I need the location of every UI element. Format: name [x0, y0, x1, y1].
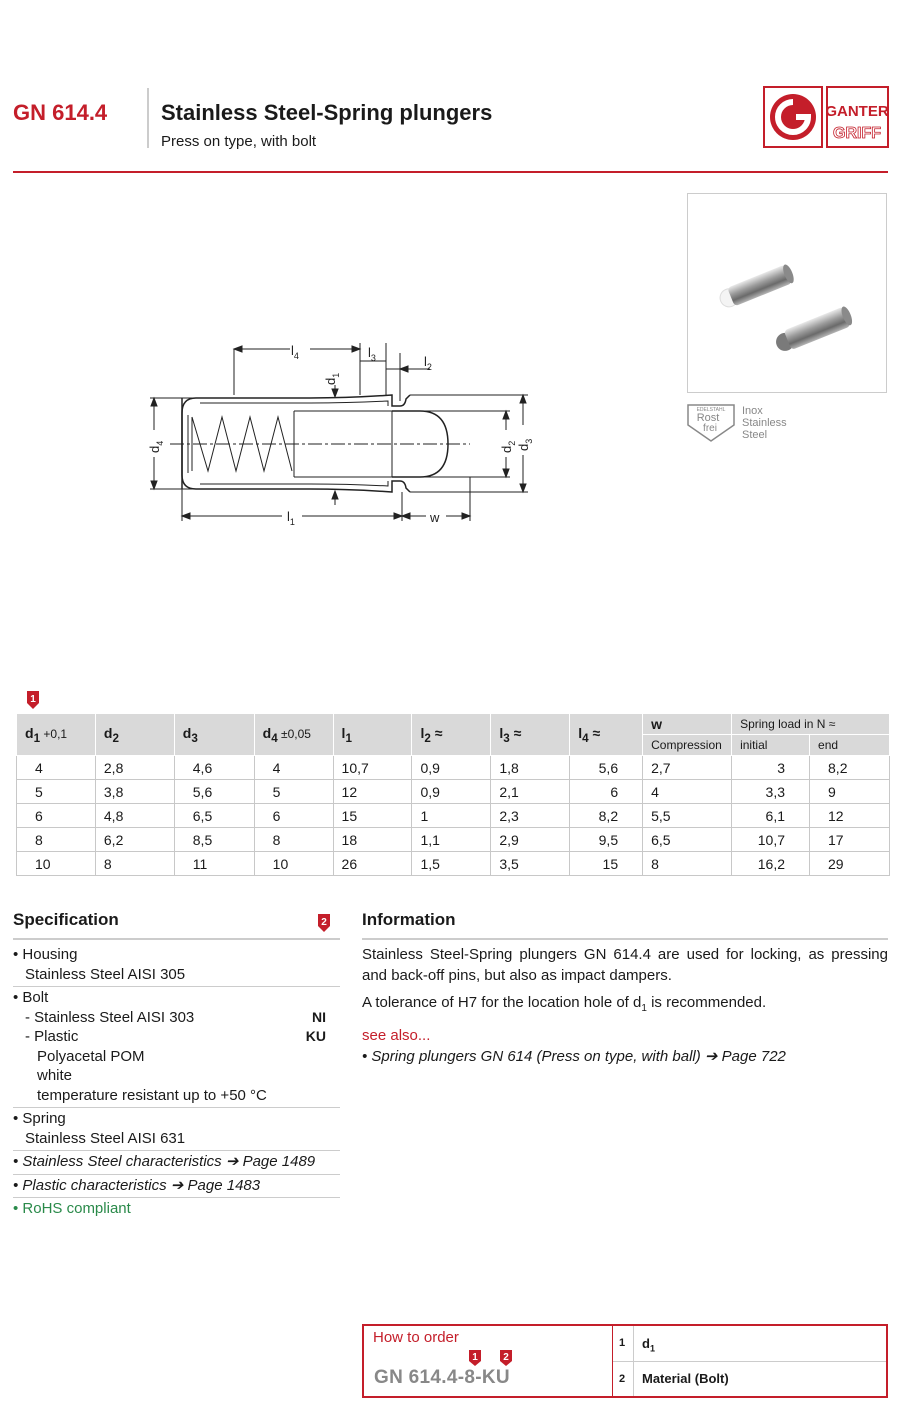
- table-cell: 8: [643, 852, 732, 876]
- rohs-compliant: • RoHS compliant: [13, 1200, 131, 1217]
- table-cell: 17: [810, 828, 890, 852]
- material-code-ni: NI: [312, 1008, 326, 1025]
- table-cell: 8,2: [570, 804, 643, 828]
- info-paragraph-2: A tolerance of H7 for the location hole of $d_1$ is recommended.: [362, 994, 767, 1014]
- spec-spring: • Spring Stainless Steel AISI 631: [13, 1108, 340, 1151]
- dim-label-l3: $l_3$: [368, 345, 376, 363]
- table-cell: 1,8: [491, 756, 570, 780]
- dim-label-w: w: [430, 510, 440, 525]
- table-row: [17, 852, 890, 876]
- table-cell: 16,2: [732, 852, 810, 876]
- col-header-d3: $d_3$: [174, 714, 254, 756]
- dim-label-l1: $l_1$: [287, 509, 295, 527]
- header-rule: [13, 171, 888, 173]
- logo-text-ganter: GANTER: [825, 103, 889, 120]
- table-cell: 6: [570, 780, 643, 804]
- table-cell: 4: [643, 780, 732, 804]
- order-row-1-num: 1: [619, 1337, 626, 1349]
- dim-label-d3: $d_3$: [516, 438, 534, 451]
- how-to-order-label: How to order: [373, 1329, 459, 1346]
- table-cell: 15: [570, 852, 643, 876]
- rost-text-1: EDELSTAHL: [696, 407, 726, 413]
- table-cell: 0,9: [412, 756, 491, 780]
- table-row: [17, 828, 890, 852]
- information-text: [362, 944, 888, 1067]
- stainless-characteristics-link[interactable]: • Stainless Steel characteristics ➔ Page 1489: [13, 1151, 340, 1175]
- rostfrei-badge: [686, 403, 738, 448]
- table-cell: 8: [17, 828, 96, 852]
- table-cell: 12: [810, 804, 890, 828]
- table-cell: 1,5: [412, 852, 491, 876]
- table-cell: 5,6: [570, 756, 643, 780]
- order-row-divider: [613, 1361, 886, 1362]
- rost-text-2: Rost: [696, 412, 720, 424]
- col-header-l2: $l_2$ ≈: [412, 714, 491, 756]
- product-photo: [687, 193, 887, 393]
- table-cell: 10,7: [732, 828, 810, 852]
- table-cell: 5,6: [174, 780, 254, 804]
- table-cell: 6,2: [95, 828, 174, 852]
- table-row: [17, 780, 890, 804]
- table-cell: 4,8: [95, 804, 174, 828]
- table-cell: 6,5: [174, 804, 254, 828]
- col-header-l3: $l_3$ ≈: [491, 714, 570, 756]
- page-title: Stainless Steel-Spring plungers: [161, 100, 493, 125]
- table-row: [17, 756, 890, 780]
- col-header-l1: $l_1$: [333, 714, 412, 756]
- material-code-ku: KU: [305, 1028, 326, 1044]
- col-header-compression: Compression: [643, 735, 732, 756]
- table-cell: 18: [333, 828, 412, 852]
- table-cell: 2,8: [95, 756, 174, 780]
- table-cell: 10: [254, 852, 333, 876]
- table-cell: 2,3: [491, 804, 570, 828]
- table-cell: 11: [174, 852, 254, 876]
- table-cell: 10: [17, 852, 96, 876]
- specification-title: Specification: [13, 910, 119, 929]
- table-cell: 10,7: [333, 756, 412, 780]
- table-cell: 5,5: [643, 804, 732, 828]
- table-cell: 8,2: [810, 756, 890, 780]
- ganter-logo: [763, 86, 889, 148]
- logo-text-griff: GRIFF: [833, 125, 881, 142]
- table-cell: 26: [333, 852, 412, 876]
- col-header-w: w: [643, 714, 732, 735]
- table-cell: 29: [810, 852, 890, 876]
- table-cell: 2,9: [491, 828, 570, 852]
- table-cell: 4: [17, 756, 96, 780]
- table-cell: 9: [810, 780, 890, 804]
- table-cell: 3,8: [95, 780, 174, 804]
- order-row-1-label: $d_1$: [642, 1336, 655, 1354]
- product-code: GN 614.4: [13, 100, 108, 125]
- table-cell: 2,7: [643, 756, 732, 780]
- page-subtitle: Press on type, with bolt: [161, 133, 317, 150]
- material-steel: Steel: [742, 429, 768, 441]
- specification-list: [13, 944, 340, 1221]
- dim-label-l2: $l_2$: [424, 354, 432, 372]
- spec-bolt: • Bolt - Stainless Steel AISI 303 NI - Plastic KU Polyacetal POM white temperature resistant up to +50 °C: [13, 987, 340, 1108]
- info-paragraph-1: Stainless Steel-Spring plungers GN 614.4 are used for locking, as pressing and back-off pins, but also as impact dampers.: [362, 946, 888, 984]
- table-cell: 3,5: [491, 852, 570, 876]
- material-stainless: Stainless: [742, 417, 787, 429]
- dimensions-table: [16, 713, 890, 876]
- spring-plungers-link[interactable]: • Spring plungers GN 614 (Press on type, with ball) ➔ Page 722: [362, 1048, 786, 1065]
- table-cell: 15: [333, 804, 412, 828]
- col-header-initial: initial: [732, 735, 810, 756]
- table-cell: 1,1: [412, 828, 491, 852]
- table-cell: 3,3: [732, 780, 810, 804]
- table-cell: 8,5: [174, 828, 254, 852]
- header-divider: [147, 88, 149, 148]
- svg-text:1: 1: [472, 1352, 478, 1363]
- see-also-label: see also...: [362, 1027, 431, 1044]
- dim-label-d1: $d_1$: [323, 372, 341, 385]
- information-title: Information: [362, 910, 456, 929]
- table-cell: 3: [732, 756, 810, 780]
- information-rule: [362, 938, 888, 940]
- spec-housing: • Housing Stainless Steel AISI 305: [13, 944, 340, 987]
- col-header-d1: $d_1 +0,1$: [17, 714, 96, 756]
- specification-rule: [13, 938, 340, 940]
- svg-text:2: 2: [503, 1352, 509, 1363]
- col-header-d2: $d_2$: [95, 714, 174, 756]
- table-cell: 4: [254, 756, 333, 780]
- order-row-2-label: Material (Bolt): [642, 1371, 729, 1386]
- table-cell: 8: [95, 852, 174, 876]
- table-cell: 6,1: [732, 804, 810, 828]
- rost-text-3: frei: [703, 423, 717, 434]
- table-cell: 4,6: [174, 756, 254, 780]
- table-cell: 6: [17, 804, 96, 828]
- material-label: [742, 405, 787, 441]
- svg-text:1: 1: [30, 694, 36, 705]
- plastic-characteristics-link[interactable]: • Plastic characteristics ➔ Page 1483: [13, 1175, 340, 1199]
- table-cell: 0,9: [412, 780, 491, 804]
- table-cell: 5: [254, 780, 333, 804]
- col-header-end: end: [810, 735, 890, 756]
- material-inox: Inox: [742, 405, 763, 417]
- reference-badge-2: [317, 913, 331, 938]
- technical-drawing: [130, 335, 550, 535]
- table-cell: 8: [254, 828, 333, 852]
- order-code-example: GN 614.4-8-KU: [374, 1367, 510, 1388]
- table-cell: 12: [333, 780, 412, 804]
- table-cell: 5: [17, 780, 96, 804]
- col-header-d4: $d_4 \pm 0,05$: [254, 714, 333, 756]
- table-cell: 6,5: [643, 828, 732, 852]
- table-cell: 6: [254, 804, 333, 828]
- dim-label-l4: $l_4$: [291, 343, 299, 361]
- dim-label-d2: $d_2$: [499, 440, 517, 453]
- table-cell: 1: [412, 804, 491, 828]
- dim-label-d4: $d_4$: [147, 440, 165, 453]
- table-cell: 9,5: [570, 828, 643, 852]
- order-row-2-num: 2: [619, 1373, 626, 1385]
- col-header-spring-load: Spring load in N ≈: [732, 714, 890, 735]
- table-cell: 2,1: [491, 780, 570, 804]
- svg-text:2: 2: [321, 917, 327, 928]
- table-row: [17, 804, 890, 828]
- col-header-l4: $l_4$ ≈: [570, 714, 643, 756]
- table-header-row: [17, 714, 890, 735]
- reference-badge-1: [26, 690, 40, 715]
